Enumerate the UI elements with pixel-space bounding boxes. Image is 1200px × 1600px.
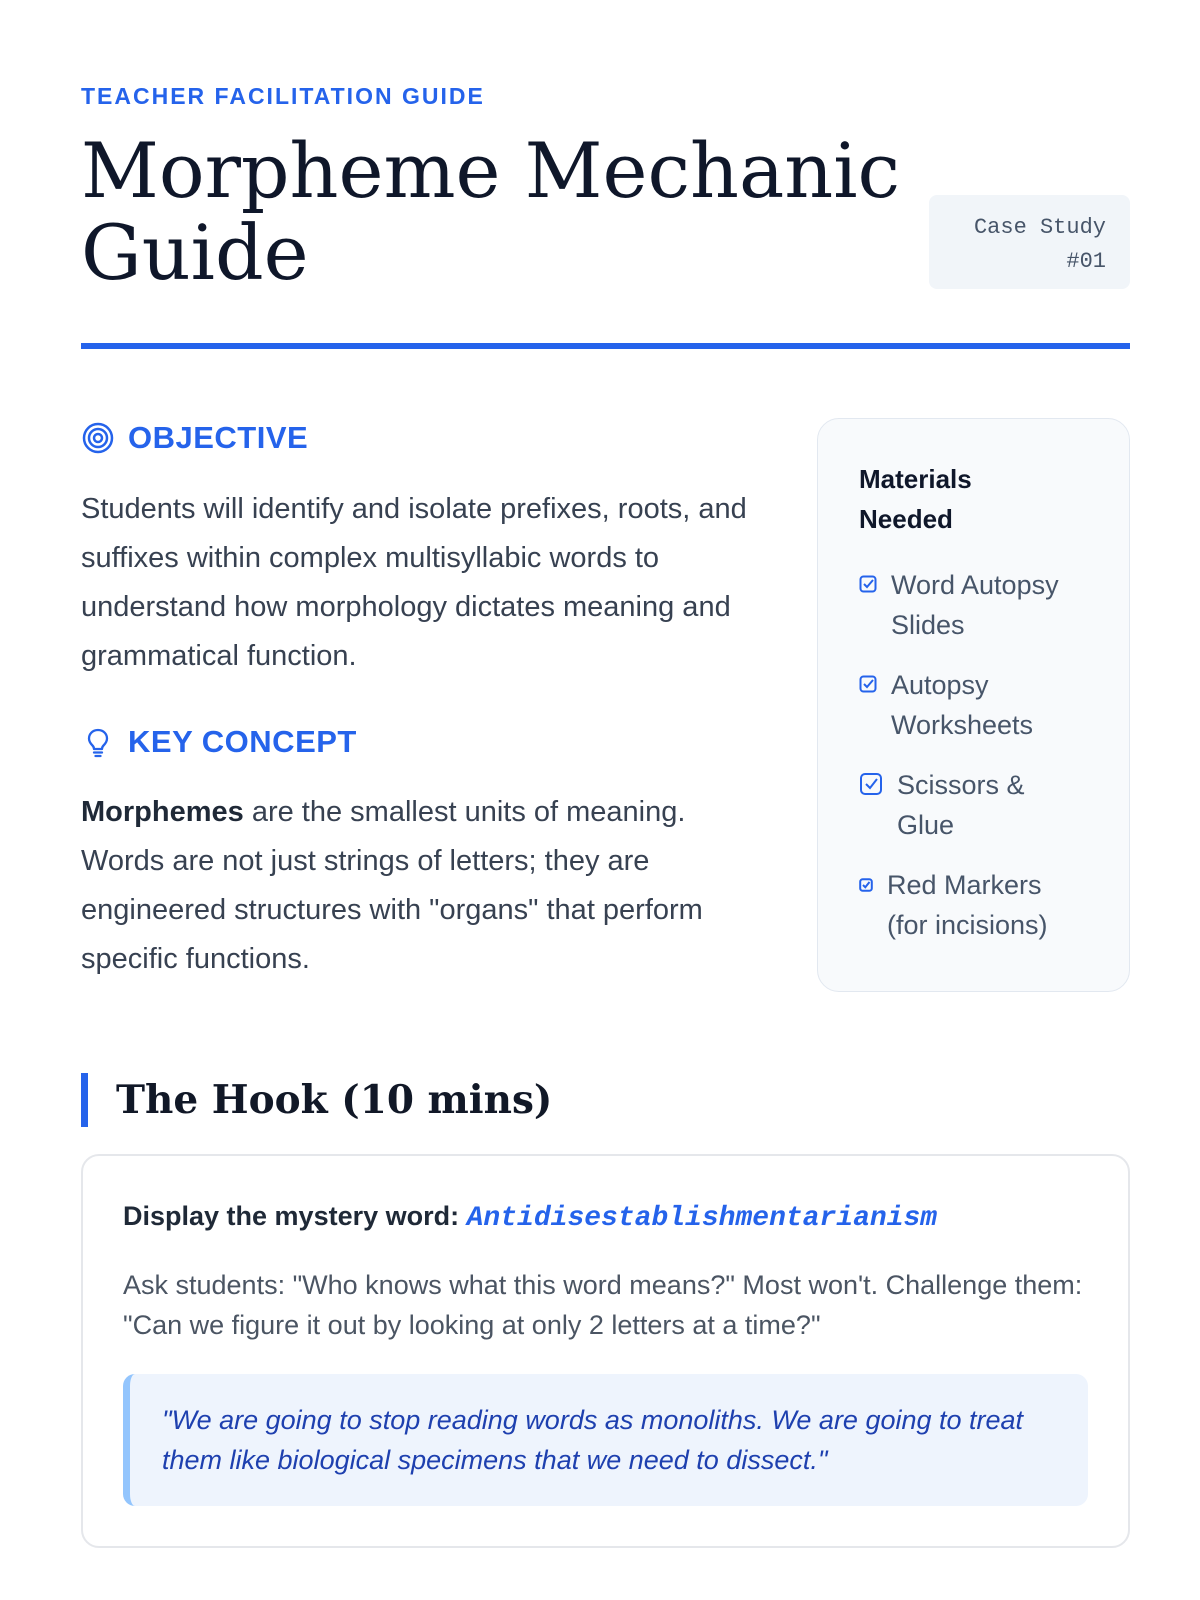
materials-list bbox=[859, 565, 1099, 945]
materials-item-label: Scissors & Glue bbox=[897, 770, 1025, 840]
page-title: Morpheme Mechanic Guide bbox=[81, 126, 901, 297]
checkbox-icon bbox=[859, 675, 877, 693]
case-study-badge bbox=[929, 195, 1130, 289]
case-badge-label: Case Study bbox=[973, 215, 1106, 240]
key-concept-definition: are the smallest units of meaning. Words are not just strings of letters; they are engineered structures with "organs" that perform specific functions. bbox=[81, 796, 703, 975]
checkbox-icon bbox=[859, 878, 873, 892]
key-concept-heading bbox=[81, 724, 357, 760]
materials-heading: Materials Needed bbox=[859, 464, 972, 534]
key-concept-heading-label: KEY CONCEPT bbox=[128, 724, 357, 759]
hook-heading: The Hook (10 mins) bbox=[81, 1073, 552, 1127]
materials-item-label: Red Markers (for incisions) bbox=[887, 870, 1048, 940]
materials-item bbox=[859, 665, 1099, 745]
checkbox-icon bbox=[859, 575, 877, 593]
guide-page bbox=[81, 0, 1130, 1600]
ask-instruction: Ask students: "Who knows what this word means?" Most won't. Challenge them: "Can we figure it out by looking at only 2 letters at a time?" bbox=[123, 1270, 1083, 1340]
eyebrow-label: TEACHER FACILITATION GUIDE bbox=[81, 83, 485, 109]
objective-heading bbox=[81, 420, 308, 456]
lightbulb-icon bbox=[81, 725, 115, 759]
teacher-quote: "We are going to stop reading words as monoliths. We are going to treat them like biological specimens that we need to dissect." bbox=[123, 1374, 1088, 1506]
objective-heading-label: OBJECTIVE bbox=[128, 420, 309, 455]
materials-item-label: Autopsy Worksheets bbox=[891, 670, 1034, 740]
hook-card bbox=[81, 1154, 1130, 1548]
header-divider bbox=[81, 343, 1130, 349]
checkbox-icon bbox=[859, 772, 883, 796]
materials-item bbox=[859, 565, 1099, 645]
key-concept-text bbox=[81, 788, 771, 984]
display-instruction bbox=[123, 1196, 1088, 1239]
materials-item-label: Word Autopsy Slides bbox=[891, 570, 1059, 640]
materials-item bbox=[859, 765, 1099, 845]
display-label: Display the mystery word: bbox=[123, 1201, 460, 1231]
materials-item bbox=[859, 865, 1099, 945]
case-badge-number: #01 bbox=[1066, 249, 1106, 274]
materials-card bbox=[817, 418, 1130, 992]
key-term: Morphemes bbox=[81, 796, 244, 828]
objective-text: Students will identify and isolate prefixes, roots, and suffixes within complex multisyllabic words to understand how morphology dictates meaning and grammatical function. bbox=[81, 493, 747, 672]
mystery-word: Antidisestablishmentarianism bbox=[466, 1203, 938, 1234]
target-icon bbox=[81, 421, 115, 455]
